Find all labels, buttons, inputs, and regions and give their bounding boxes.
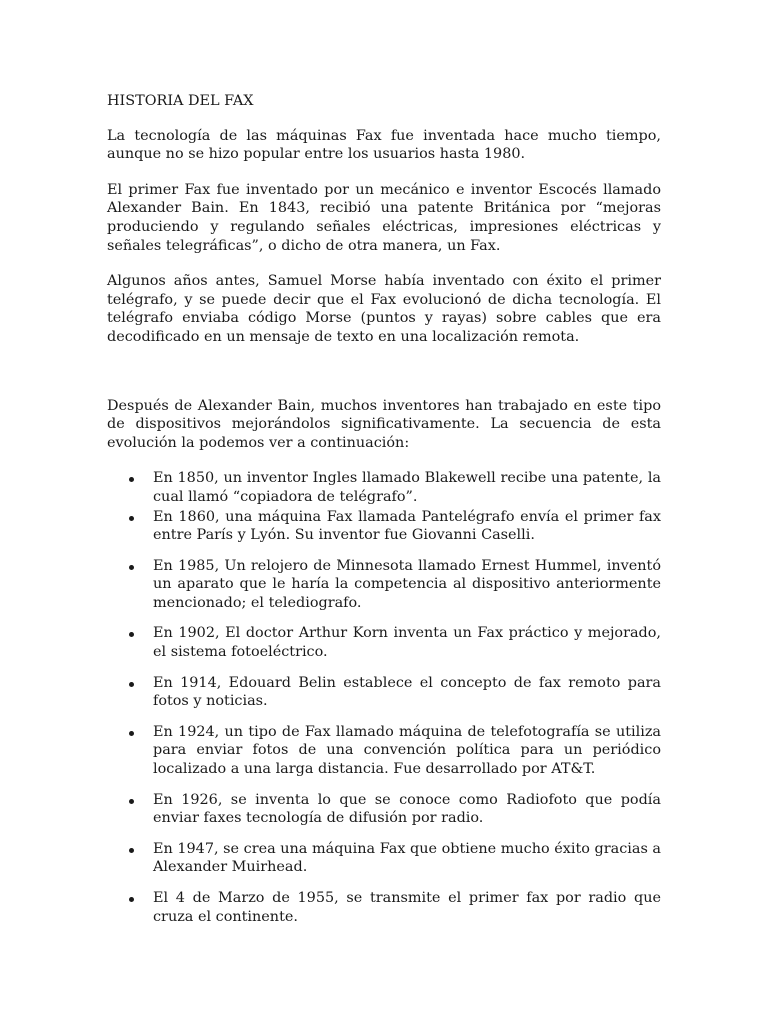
bullet-icon [129,799,134,804]
document-page [107,92,661,938]
bullet-icon [129,565,134,570]
timeline-item [107,674,661,711]
timeline-list [107,469,661,926]
bullet-icon [129,477,134,482]
timeline-item [107,791,661,828]
timeline-item [107,557,661,613]
timeline-item [107,840,661,877]
timeline-item-text: En 1985, Un relojero de Minnesota llamado Ernest Hummel, inventó un aparato que le haría la competencia al dispositivo anteriormente mencionado; el telediografo. [153,557,661,611]
bullet-icon [129,731,134,736]
bullet-icon [129,632,134,637]
paragraph-intro: La tecnología de las máquinas Fax fue inventada hace mucho tiempo, aunque no se hizo popular entre los usuarios hasta 1980. [107,127,661,163]
timeline-item [107,889,661,926]
timeline-item [107,508,661,545]
bullet-icon [129,682,134,687]
timeline-item-text: El 4 de Marzo de 1955, se transmite el primer fax por radio que cruza el continente. [153,890,661,925]
timeline-item-text: En 1947, se crea una máquina Fax que obtiene mucho éxito gracias a Alexander Muirhead. [153,840,661,876]
document-title: HISTORIA DEL FAX [107,93,254,109]
timeline-item [107,723,661,779]
timeline-item-text: En 1850, un inventor Ingles llamado Blakewell recibe una patente, la cual llamó “copiadora de telégrafo”. [153,470,661,505]
paragraph-evolution-intro: Después de Alexander Bain, muchos inventores han trabajado en este tipo de dispositivos mejorándolos significativamente. La secuencia de esta evolución la podemos ver a continuación: [107,397,661,451]
timeline-item-text: En 1924, un tipo de Fax llamado máquina de telefotografía se utiliza para enviar fotos de una convención política para un periódico localizado a una larga distancia. Fue desarrollado por AT&T. [153,723,661,778]
timeline-item-text: En 1914, Edouard Belin establece el concepto de fax remoto para fotos y noticias. [153,674,661,710]
timeline-item [107,469,661,506]
timeline-item-text: En 1860, una máquina Fax llamada Pantelégrafo envía el primer fax entre París y Lyón. Su inventor fue Giovanni Caselli. [153,508,661,544]
timeline-item [107,624,661,661]
bullet-icon [129,897,134,902]
timeline-item-text: En 1902, El doctor Arthur Korn inventa un Fax práctico y mejorado, el sistema fotoeléctrico. [153,625,661,661]
bullet-icon [129,848,134,853]
paragraph-samuel-morse: Algunos años antes, Samuel Morse había inventado con éxito el primer telégrafo, y se puede decir que el Fax evolucionó de dicha tecnología. El telégrafo enviaba código Morse (puntos y rayas) sobre cables que era decodificado en un mensaje de texto en una localización remota. [107,273,661,345]
timeline-item-text: En 1926, se inventa lo que se conoce como Radiofoto que podía enviar faxes tecnología de difusión por radio. [153,791,661,827]
bullet-icon [129,516,134,521]
paragraph-alexander-bain: El primer Fax fue inventado por un mecánico e inventor Escocés llamado Alexander Bain. En 1843, recibió una patente Británica por “mejoras produciendo y regulando señales eléctricas, impresiones eléctricas y señales telegráficas”, o dicho de otra manera, un Fax. [107,181,661,254]
